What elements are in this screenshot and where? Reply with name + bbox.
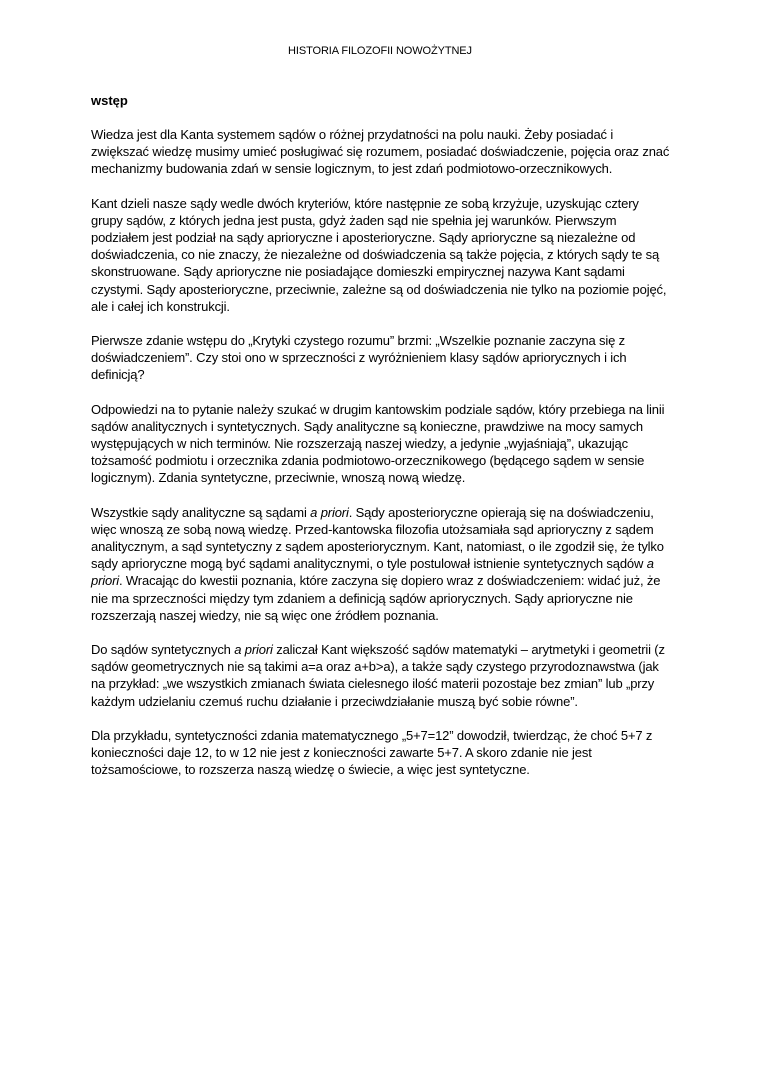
paragraph-2: Kant dzieli nasze sądy wedle dwóch kryteriów, które następnie ze sobą krzyżuje, uzyskując cztery grupy sądów, z których jedna jest pusta, gdyż żaden sąd nie spełnia jej warunków. Pierwszym podziałem jest podział na sądy aprioryczne i aposterioryczne. Sądy aprioryczne są niezależne od doświadczenia, co nie znaczy, że niezależne od doświadczenia są także pojęcia, z których sądy te są skonstruowane. Sądy aprioryczne nie posiadające domieszki empirycznej nazywa Kant sądami czystymi. Sądy aposterioryczne, przeciwnie, zależne są od doświadczenia nie tylko na poziomie pojęć, ale i całej ich konstrukcji. bbox=[91, 195, 667, 314]
section-heading: wstęp bbox=[91, 93, 128, 108]
paragraph-6-text-c: zaliczał Kant większość sądów matematyki – arytmetyki i geometrii (z sądów geometrycznych nie są takimi a=a oraz a+b>a), a także sądy czystego przyrodoznawstwa (jak na przykład: „we wszystkich zmianach świata cielesnego ilość materii pozostaje bez zmian” lub „przy każdym udzielaniu czemuś ruchu działanie i przeciwdziałanie muszą być sobie równe”. bbox=[91, 642, 665, 709]
paragraph-6 bbox=[91, 641, 671, 710]
paragraph-5 bbox=[91, 504, 671, 624]
paragraph-5-text-a: Wszystkie sądy analityczne są sądami bbox=[91, 504, 311, 520]
paragraph-6-italic-b: a priori bbox=[234, 642, 273, 658]
paragraph-4: Odpowiedzi na to pytanie należy szukać w drugim kantowskim podziale sądów, który przebiega na linii sądów analitycznych i syntetycznych. Sądy analityczne są konieczne, prawdziwe na mocy samych występujących w nich terminów. Nie rozszerzają naszej wiedzy, a jedynie „wyjaśniają”, ukazując tożsamość podmiotu i orzecznika zdania podmiotowo-orzecznikowego (będącego sądem w sensie logicznym). Zdania syntetyczne, przeciwnie, wnoszą nową wiedzę. bbox=[91, 401, 665, 486]
paragraph-5-text-c: . Sądy aposterioryczne opierają się na doświadczeniu, więc wnoszą ze sobą nową wiedzę. Przed-kantowska filozofia utożsamiała sąd aprioryczny z sądem analitycznym, a sąd syntetyczny z sądem aposteriorycznym. Kant, natomiast, o ile zgodził się, że tylko sądy aprioryczne mogą być sądami analitycznymi, o tyle postulował istnienie syntetycznych sądów bbox=[91, 504, 664, 572]
page-header: HISTORIA FILOZOFII NOWOŻYTNEJ bbox=[288, 45, 472, 57]
paragraph-5-text-e: . Wracając do kwestii poznania, które zaczyna się dopiero wraz z doświadczeniem: widać już, że nie ma sprzeczności między tym zdaniem a definicją sądów apriorycznych. Sądy aprioryczne nie rozszerzają naszej wiedzy, nie są więc one źródłem poznania. bbox=[91, 573, 661, 623]
paragraph-3: Pierwsze zdanie wstępu do „Krytyki czystego rozumu” brzmi: „Wszelkie poznanie zaczyna się z doświadczeniem”. Czy stoi ono w sprzeczności z wyróżnieniem klasy sądów apriorycznych i ich definicją? bbox=[91, 333, 627, 383]
paragraph-7: Dla przykładu, syntetyczności zdania matematycznego „5+7=12” dowodził, twierdząc, że choć 5+7 z konieczności daje 12, to w 12 nie jest z konieczności zawarte 5+7. A skoro zdanie nie jest tożsamościowe, to rozszerza naszą wiedzę o świecie, a więc jest syntetyczne. bbox=[91, 727, 653, 778]
paragraph-5-italic-d: a priori bbox=[91, 556, 654, 589]
paragraph-1: Wiedza jest dla Kanta systemem sądów o różnej przydatności na polu nauki. Żeby posiadać i zwiększać wiedzę musimy umieć posługiwać się rozumem, posiadać doświadczenie, pojęcia oraz znać mechanizmy budowania zdań w sensie logicznym, to jest zdań podmiotowo-orzecznikowych. bbox=[91, 127, 670, 177]
paragraph-5-italic-b: a priori bbox=[310, 504, 349, 520]
document-body bbox=[91, 92, 671, 796]
paragraph-6-text-a: Do sądów syntetycznych bbox=[91, 642, 235, 658]
